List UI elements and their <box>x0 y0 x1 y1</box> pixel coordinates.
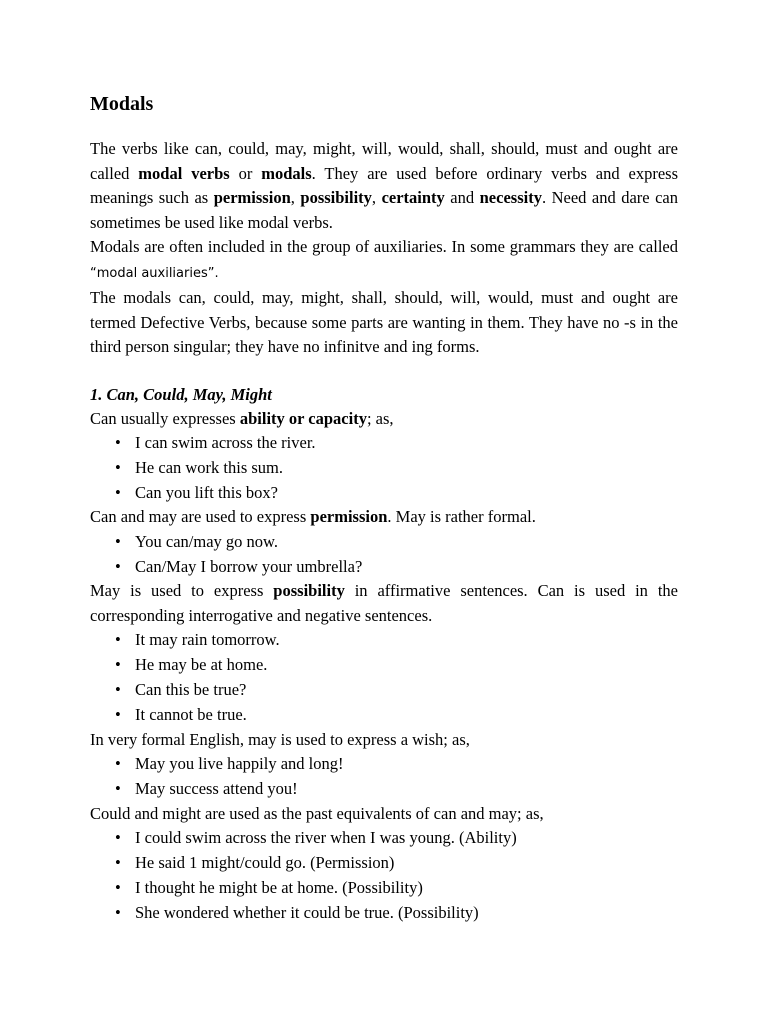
text-run: , <box>290 188 301 207</box>
bullet-icon: • <box>115 531 121 551</box>
bullet-icon: • <box>115 877 121 897</box>
text-run: Modals are often included in the group of auxiliaries. In some grammars they are called <box>90 237 678 256</box>
text-run: Can usually expresses <box>90 408 240 428</box>
intro-paragraph-2 <box>90 235 678 286</box>
text-run: The verbs like can, could, may, might, will, would, shall, should, must and ought are called <box>90 139 678 183</box>
list-item <box>90 876 678 901</box>
bold-term: certainty <box>381 188 445 207</box>
example-text: You can/may go now. <box>135 531 278 551</box>
intro-paragraph-3: The modals can, could, may, might, shall, should, will, would, must and ought are termed Defective Verbs, because some parts are wanting in them. They have no -s in the third person singular; they have no infinitve and ing forms. <box>90 288 678 356</box>
bullet-icon: • <box>115 754 121 774</box>
example-text: It may rain tomorrow. <box>135 630 280 650</box>
bullet-icon: • <box>115 433 121 452</box>
permission-lead <box>90 505 678 530</box>
wish-examples <box>90 752 678 802</box>
list-item <box>90 481 678 506</box>
bullet-icon: • <box>115 704 121 724</box>
list-item <box>90 752 678 777</box>
example-text: Can/May I borrow your umbrella? <box>135 556 363 576</box>
list-item <box>90 456 678 481</box>
list-item <box>90 777 678 802</box>
bullet-icon: • <box>115 482 121 502</box>
bullet-icon: • <box>115 630 121 650</box>
intro-paragraph-1 <box>90 137 678 235</box>
wish-lead: In very formal English, may is used to express a wish; as, <box>90 729 470 749</box>
example-text: I thought he might be at home. (Possibility) <box>135 877 423 897</box>
bold-term: necessity <box>479 188 542 207</box>
bold-term: possibility <box>300 188 372 207</box>
list-item <box>90 826 678 851</box>
text-run: and <box>444 188 480 207</box>
text-run: May is used to express <box>90 581 274 601</box>
past-lead: Could and might are used as the past equivalents of can and may; as, <box>90 803 544 823</box>
bold-term: permission <box>310 507 388 527</box>
example-text: He can work this sum. <box>135 457 284 477</box>
text-run: , <box>371 188 382 207</box>
example-text: I could swim across the river when I was young. (Ability) <box>135 828 517 848</box>
text-run: ; as, <box>366 408 394 428</box>
text-run: in affirmative sentences. Can is used in the corresponding interrogative and negative sentences. <box>90 581 678 625</box>
list-item <box>90 555 678 580</box>
list-item <box>90 901 678 926</box>
bold-term: possibility <box>273 581 345 601</box>
example-text: Can you lift this box? <box>135 482 278 502</box>
bullet-icon: • <box>115 556 121 576</box>
past-examples <box>90 826 678 925</box>
example-text: It cannot be true. <box>135 704 247 724</box>
example-text: May success attend you! <box>135 778 298 798</box>
ability-lead <box>90 407 678 432</box>
example-text: I can swim across the river. <box>135 433 316 452</box>
ability-examples <box>90 431 678 505</box>
bold-term: permission <box>213 188 291 207</box>
list-item <box>90 851 678 876</box>
example-text: He said 1 might/could go. (Permission) <box>135 853 395 873</box>
bullet-icon: • <box>115 853 121 873</box>
list-item <box>90 703 678 728</box>
bullet-icon: • <box>115 680 121 700</box>
example-text: Can this be true? <box>135 680 247 700</box>
document-page <box>90 88 678 925</box>
quoted-term: “modal auxiliaries”. <box>90 265 219 281</box>
list-item <box>90 530 678 555</box>
bold-term: ability or capacity <box>239 408 367 428</box>
page-title: Modals <box>90 93 154 115</box>
bullet-icon: • <box>115 457 121 477</box>
example-text: He may be at home. <box>135 655 268 675</box>
text-run: or <box>229 163 262 183</box>
bold-term: modals <box>261 163 312 183</box>
text-run: Can and may are used to express <box>90 507 311 527</box>
bullet-icon: • <box>115 778 121 798</box>
example-text: She wondered whether it could be true. (Possibility) <box>135 902 479 922</box>
list-item <box>90 431 678 456</box>
bullet-icon: • <box>115 902 121 922</box>
example-text: May you live happily and long! <box>135 754 344 774</box>
text-run: . They are used before ordinary verbs and express meanings such as <box>90 163 679 207</box>
text-run: . May is rather formal. <box>387 507 536 527</box>
text-run: . Need and dare can sometimes be used like modal verbs. <box>90 188 679 232</box>
list-item <box>90 653 678 678</box>
permission-examples <box>90 530 678 580</box>
possibility-lead <box>90 579 678 628</box>
bullet-icon: • <box>115 655 121 675</box>
section-heading: 1. Can, Could, May, Might <box>90 384 272 404</box>
list-item <box>90 628 678 653</box>
bold-term: modal verbs <box>138 163 230 183</box>
possibility-examples <box>90 628 678 727</box>
list-item <box>90 678 678 703</box>
bullet-icon: • <box>115 828 121 848</box>
